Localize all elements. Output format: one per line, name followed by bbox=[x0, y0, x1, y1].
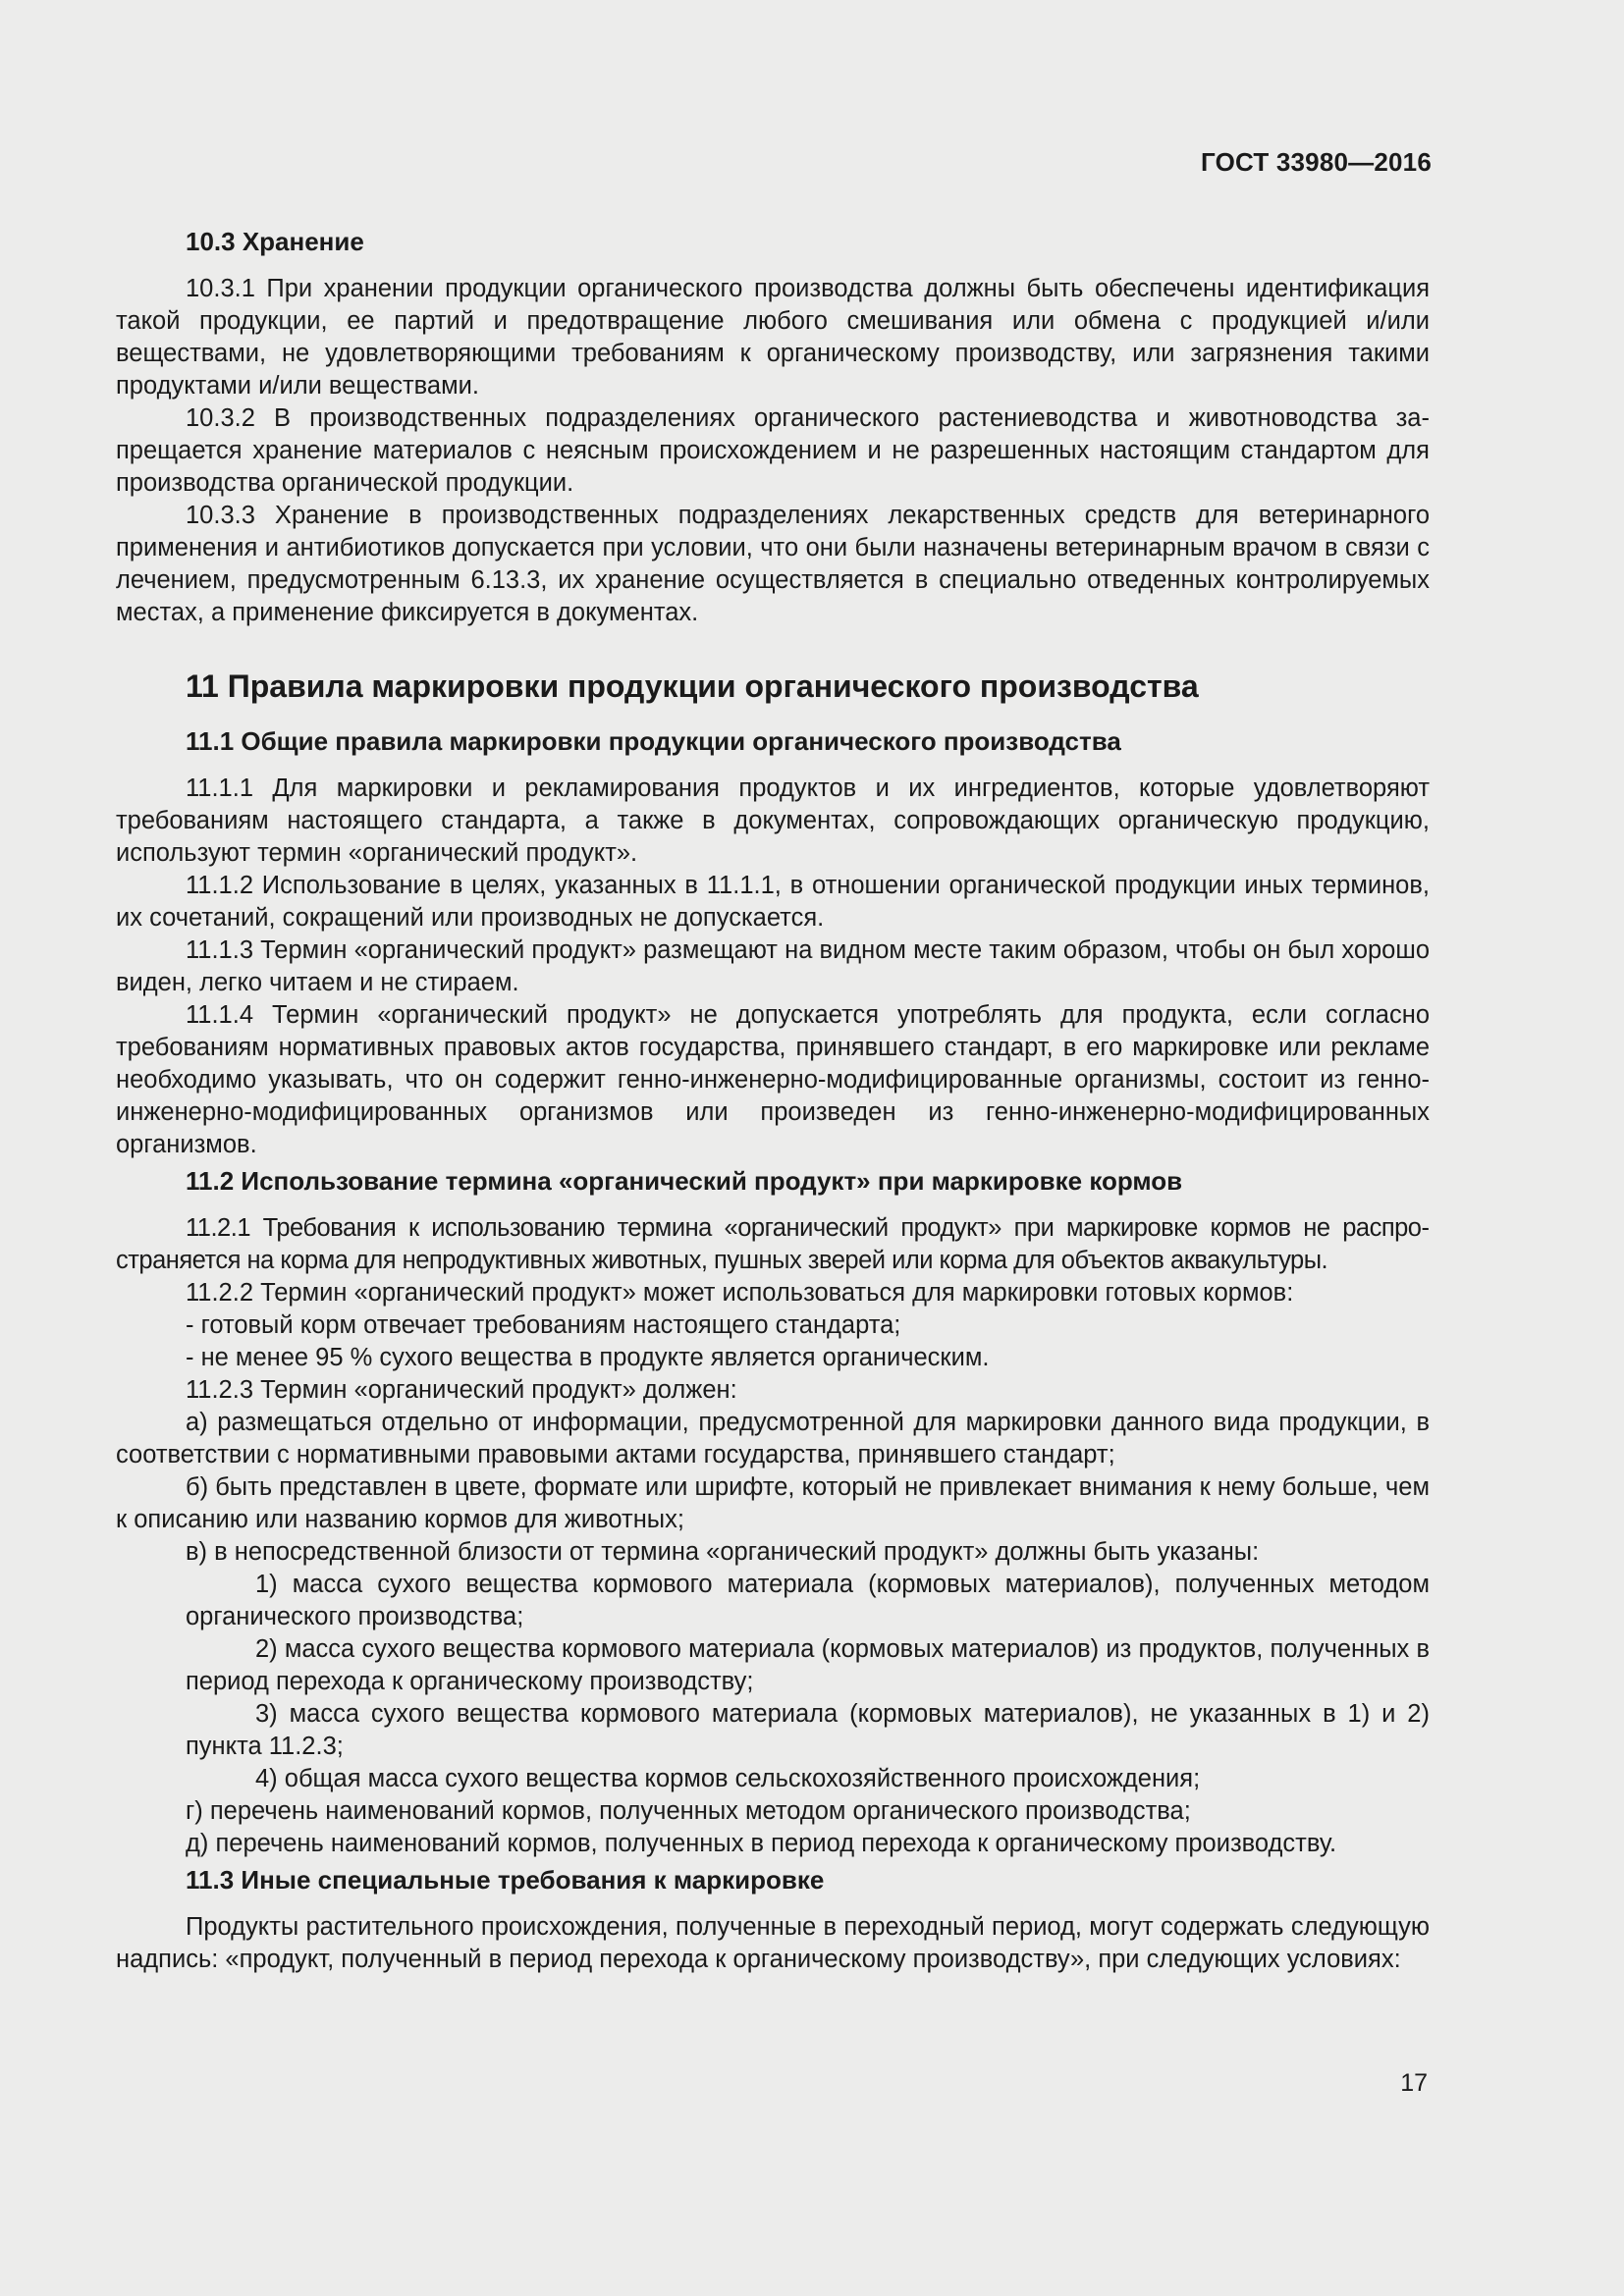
paragraph-10-3-3: 10.3.3 Хранение в производственных подразделениях лекарственных средств для ветеринарного применения и антибиотиков допускается при условии, что они были назначены ветеринарным врачом в связи с лечением, предусмотренным 6.13.3, их хранение осуществляется в специально отведенных контролируемых местах, а применение фиксируется в документах. bbox=[116, 502, 1430, 626]
page-content bbox=[116, 222, 1430, 1976]
paragraph-11-1-4: 11.1.4 Термин «органический продукт» не допускается употреблять для продукта, если согласно требованиям нормативных правовых актов государства, принявшего стандарт, в его маркировке или рекламе необходимо указывать, что он содержит генно-инженерно-модифицированные организмы, состоит из генно-инженерно-модифицированных организмов или произведен из генно-инженерно-модифицированных организмов. bbox=[116, 1001, 1430, 1158]
paragraph-11-1-2: 11.1.2 Использование в целях, указанных в 11.1.1, в отношении органической продукции иных терминов, их сочетаний, сокращений или производных не допускается. bbox=[116, 872, 1430, 932]
sub-item-11-2-3-c-3: 3) масса сухого вещества кормового материала (кормовых материалов), не указанных в 1) и 2) пункта 11.2.3; bbox=[186, 1700, 1430, 1760]
section-10-3-title: 10.3 Хранение bbox=[186, 227, 364, 256]
paragraph-11-1-3: 11.1.3 Термин «органический продукт» размещают на видном месте таким образом, чтобы он был хорошо виден, легко читаем и не стираем. bbox=[116, 936, 1430, 996]
paragraph-10-3-2: 10.3.2 В производственных подразделениях органического растениеводства и животноводства запрещается хранение материалов с неясным происхождением и не разрешенных настоящим стандартом для производства органической продукции. bbox=[116, 404, 1430, 497]
sub-item-11-2-3-c-4: 4) общая масса сухого вещества кормов сельскохозяйственного происхождения; bbox=[255, 1765, 1201, 1792]
sub-item-11-2-3-c-2: 2) масса сухого вещества кормового материала (кормовых материалов) из продуктов, полученных в период перехода к органическому производству; bbox=[186, 1635, 1430, 1695]
section-11-3-title: 11.3 Иные специальные требования к маркировке bbox=[186, 1865, 825, 1895]
paragraph-11-2-3: 11.2.3 Термин «органический продукт» должен: bbox=[186, 1376, 737, 1404]
list-item-11-2-3-a: а) размещаться отдельно от информации, предусмотренной для маркировки данного вида продукции, в соответствии с нормативными правовыми актами государства, принявшего стандарт; bbox=[116, 1409, 1430, 1468]
paragraph-11-1-1: 11.1.1 Для маркировки и рекламирования продуктов и их ингредиентов, которые удовлетворяют требованиям настоящего стандарта, а также в документах, сопровождающих органическую продукцию, используют термин «органический продукт». bbox=[116, 774, 1430, 867]
list-item-11-2-3-d: г) перечень наименований кормов, полученных методом органического производства; bbox=[186, 1797, 1191, 1825]
list-item-11-2-2-1: - готовый корм отвечает требованиям настоящего стандарта; bbox=[186, 1311, 901, 1339]
section-11-1-title: 11.1 Общие правила маркировки продукции органического производства bbox=[186, 726, 1121, 756]
section-11-2-title: 11.2 Использование термина «органический продукт» при маркировке кормов bbox=[186, 1166, 1183, 1196]
paragraph-11-2-1: 11.2.1 Требования к использованию термина «органический продукт» при маркировке кормов не распространяется на корма для непродуктивных животных, пушных зверей или корма для объектов аквакультуры. bbox=[116, 1214, 1430, 1274]
list-item-11-2-3-b: б) быть представлен в цвете, формате или шрифте, который не привлекает внимания к нему больше, чем к описанию или названию кормов для животных; bbox=[116, 1473, 1430, 1533]
paragraph-11-2-2: 11.2.2 Термин «органический продукт» может использоваться для маркировки готовых кормов: bbox=[186, 1279, 1294, 1307]
document-code: ГОСТ 33980—2016 bbox=[1201, 147, 1432, 177]
paragraph-10-3-1: 10.3.1 При хранении продукции органического производства должны быть обеспечены идентификация такой продукции, ее партий и предотвращение любого смешивания или обмена с продукцией и/или веществами, не удовлетворяющими требованиям к органическому производству, или загрязнения такими продуктами и/или веществами. bbox=[116, 275, 1430, 400]
list-item-11-2-3-c: в) в непосредственной близости от термина «органический продукт» должны быть указаны: bbox=[186, 1538, 1260, 1566]
sub-item-11-2-3-c-1: 1) масса сухого вещества кормового материала (кормовых материалов), полученных методом органического производства; bbox=[186, 1571, 1430, 1630]
section-11-title: 11 Правила маркировки продукции органического производства bbox=[186, 668, 1199, 704]
paragraph-11-3-1: Продукты растительного происхождения, полученные в переходный период, могут содержать следующую надпись: «продукт, полученный в период перехода к органическому производству», при следующих условиях: bbox=[116, 1913, 1430, 1973]
list-item-11-2-3-e: д) перечень наименований кормов, полученных в период перехода к органическому производству. bbox=[186, 1830, 1337, 1857]
page-number: 17 bbox=[1400, 2069, 1428, 2097]
list-item-11-2-2-2: - не менее 95 % сухого вещества в продукте является органическим. bbox=[186, 1344, 990, 1371]
